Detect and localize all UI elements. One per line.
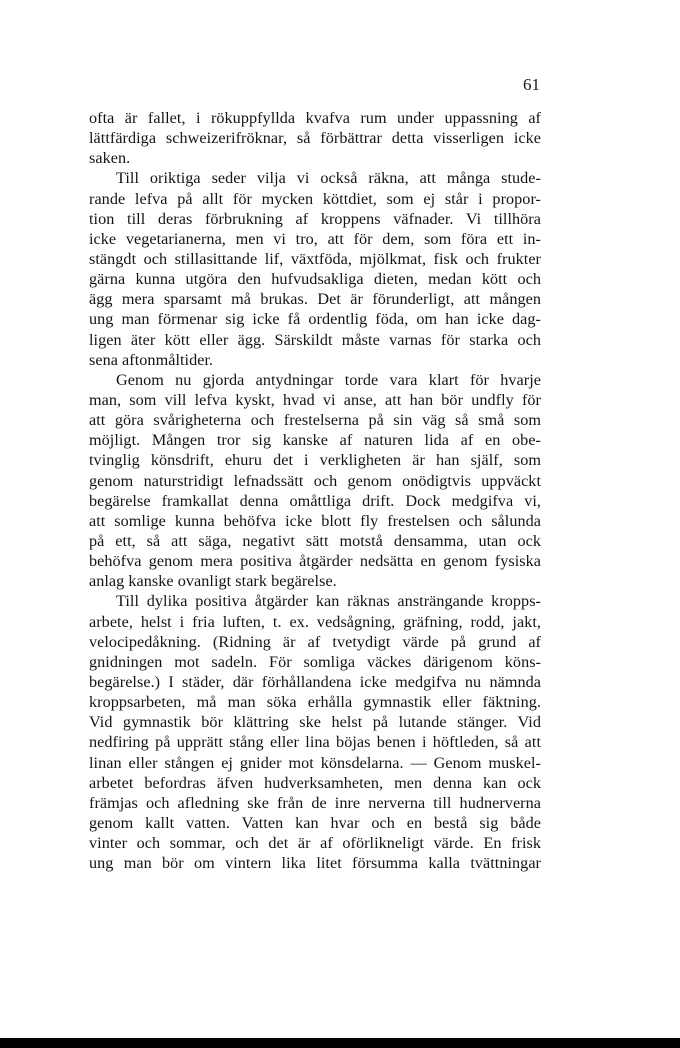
text-line: linan eller stången ej gnider mot könsdelarna. — Genom muskel- <box>89 753 541 772</box>
text-line: anlag kanske ovanligt stark begärelse. <box>89 572 337 591</box>
text-line: gnidningen mot sadeln. För somliga väckes därigenom köns- <box>89 652 541 671</box>
text-line: tvinglig könsdrift, ehuru det i verkligheten är han själf, som <box>89 451 541 470</box>
text-line: sena aftonmåltider. <box>89 350 214 369</box>
text-line: tion till deras förbrukning af kroppens väfnader. Vi tillhöra <box>89 209 541 228</box>
text-line: rande lefva på allt för mycken köttdiet, som ej står i propor- <box>89 189 541 208</box>
text-line: begärelse.) I städer, där förhållandena icke medgifva nu nämnda <box>89 672 541 691</box>
text-line: behöfva genom mera positiva åtgärder nedsätta en genom fysiska <box>89 552 541 571</box>
text-line: genom kallt vatten. Vatten kan hvar och en bestå sig både <box>89 813 541 832</box>
text-line: arbetet befordras äfven hudverksamheten, men denna kan ock <box>89 773 541 792</box>
text-line: ung man förmenar sig icke få ordentlig föda, om han icke dag- <box>89 310 541 329</box>
page-number: 61 <box>523 75 540 94</box>
text-line: arbete, helst i fria luften, t. ex. vedsågning, gräfning, rodd, jakt, <box>89 612 541 631</box>
text-line: ung man bör om vintern lika litet försumma kalla tvättningar <box>89 854 541 873</box>
text-line: stängdt och stillasittande lif, växtföda, mjölkmat, fisk och frukter <box>89 249 541 268</box>
text-line: nedfiring på upprätt stång eller lina böjas benen i höftleden, så att <box>89 733 541 752</box>
text-line: Genom nu gjorda antydningar torde vara klart för hvarje <box>116 370 541 389</box>
text-line: saken. <box>89 149 131 168</box>
text-line: ligen äter kött eller ägg. Särskildt måste varnas för starka och <box>89 330 541 349</box>
text-line: lättfärdiga schweizerifröknar, så förbättrar detta visserligen icke <box>89 129 541 148</box>
text-line: främjas och afledning ske från de inre nerverna till hudnerverna <box>89 793 541 812</box>
text-line: man, som vill lefva kyskt, hvad vi anse, att han bör undfly för <box>89 390 541 409</box>
text-line: att somlige kunna behöfva icke blott fly frestelsen och sålunda <box>89 511 541 530</box>
text-line: Till dylika positiva åtgärder kan räknas ansträngande kropps- <box>116 592 541 611</box>
text-line: begärelse framkallat denna omåttliga drift. Dock medgifva vi, <box>89 491 541 510</box>
text-line: på ett, så att säga, negativt sätt motstå densamma, utan ock <box>89 531 541 550</box>
text-line: möjligt. Mången tror sig kanske af naturen lida af en obe- <box>89 431 541 450</box>
text-line: velocipedåkning. (Ridning är af tvetydigt värde på grund af <box>89 632 541 651</box>
text-line: vinter och sommar, och det är af oförlikneligt värde. En frisk <box>89 834 541 853</box>
text-line: genom naturstridigt lefnadssätt och genom onödigtvis uppväckt <box>89 471 541 490</box>
text-line: icke vegetarianerna, men vi tro, att för dem, som föra ett in- <box>89 229 541 248</box>
text-line: gärna kunna utgöra den hufvudsakliga dieten, medan kött och <box>89 270 541 289</box>
text-line: Till oriktiga seder vilja vi också räkna, att många stude- <box>116 169 541 188</box>
text-line: ägg mera sparsamt må brukas. Det är förunderligt, att mången <box>89 290 541 309</box>
scan-border <box>0 1038 680 1048</box>
body-text <box>89 108 541 873</box>
text-line: Vid gymnastik bör klättring ske helst på lutande stänger. Vid <box>89 713 541 732</box>
text-line: kroppsarbeten, må man söka erhålla gymnastik eller fäktning. <box>89 693 541 712</box>
text-line: att göra svårigheterna och frestelserna på sin väg så små som <box>89 411 541 430</box>
text-line: ofta är fallet, i rökuppfyllda kvafva rum under uppassning af <box>89 109 541 127</box>
